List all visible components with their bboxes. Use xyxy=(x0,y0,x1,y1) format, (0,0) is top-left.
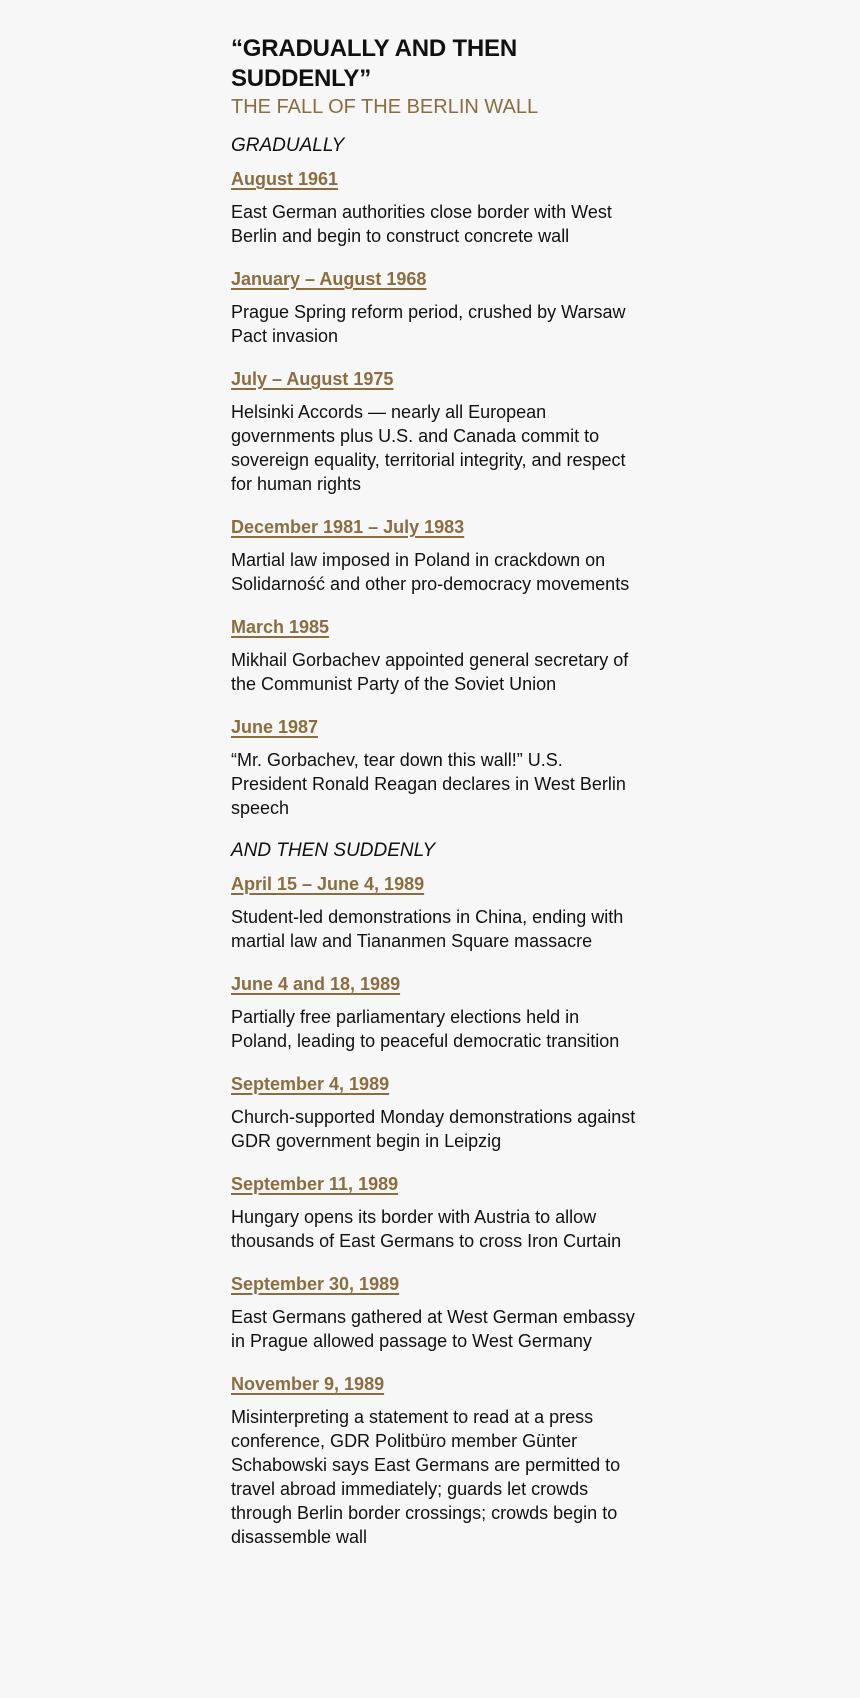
event-date-link[interactable]: July – August 1975 xyxy=(231,369,394,389)
event-description: Partially free parliamentary elections held in Poland, leading to peaceful democratic transition xyxy=(231,1007,620,1051)
event-date-link[interactable]: November 9, 1989 xyxy=(231,1374,385,1394)
timeline-event xyxy=(231,872,641,953)
page-subtitle: THE FALL OF THE BERLIN WALL xyxy=(231,96,539,118)
timeline-event xyxy=(231,367,641,496)
event-description: Martial law imposed in Poland in crackdown on Solidarność and other pro-democracy movements xyxy=(231,550,630,594)
event-date-link[interactable]: March 1985 xyxy=(231,617,330,637)
event-description: Misinterpreting a statement to read at a press conference, GDR Politbüro member Günter Schabowski says East Germans are permitted to travel abroad immediately; guards let crowds through Berlin border crossings; crowds begin to disassemble wall xyxy=(231,1407,621,1547)
section-heading: AND THEN SUDDENLY xyxy=(231,840,436,861)
event-description: Hungary opens its border with Austria to allow thousands of East Germans to cross Iron Curtain xyxy=(231,1207,622,1251)
event-description: East German authorities close border with West Berlin and begin to construct concrete wall xyxy=(231,202,612,246)
event-date-link[interactable]: April 15 – June 4, 1989 xyxy=(231,874,425,894)
event-description: Mikhail Gorbachev appointed general secretary of the Communist Party of the Soviet Union xyxy=(231,650,629,694)
event-date-link[interactable]: September 30, 1989 xyxy=(231,1274,400,1294)
timeline-article xyxy=(231,34,641,1568)
event-description: Student-led demonstrations in China, ending with martial law and Tiananmen Square massacre xyxy=(231,907,624,951)
timeline-event xyxy=(231,1072,641,1153)
section-heading: GRADUALLY xyxy=(231,135,345,156)
event-date-link[interactable]: September 11, 1989 xyxy=(231,1174,399,1194)
event-description: Prague Spring reform period, crushed by Warsaw Pact invasion xyxy=(231,302,626,346)
timeline-event xyxy=(231,515,641,596)
section-gradually xyxy=(231,134,641,820)
page-title: “GRADUALLY AND THEN SUDDENLY” xyxy=(231,35,517,92)
timeline-event xyxy=(231,972,641,1053)
event-date-link[interactable]: August 1961 xyxy=(231,169,339,189)
timeline-event xyxy=(231,615,641,696)
timeline-event xyxy=(231,1272,641,1353)
timeline-event xyxy=(231,1172,641,1253)
event-date-link[interactable]: January – August 1968 xyxy=(231,269,427,289)
event-date-link[interactable]: June 1987 xyxy=(231,717,319,737)
event-description: East Germans gathered at West German embassy in Prague allowed passage to West Germany xyxy=(231,1307,635,1351)
event-description: Church-supported Monday demonstrations against GDR government begin in Leipzig xyxy=(231,1107,636,1151)
event-date-link[interactable]: December 1981 – July 1983 xyxy=(231,517,465,537)
section-suddenly xyxy=(231,839,641,1549)
event-description: “Mr. Gorbachev, tear down this wall!” U.S. President Ronald Reagan declares in West Berlin speech xyxy=(231,750,626,818)
event-description: Helsinki Accords — nearly all European governments plus U.S. and Canada commit to sovereign equality, territorial integrity, and respect for human rights xyxy=(231,402,626,494)
timeline-event xyxy=(231,267,641,348)
timeline-event xyxy=(231,1372,641,1549)
timeline-event xyxy=(231,167,641,248)
timeline-event xyxy=(231,715,641,820)
event-date-link[interactable]: September 4, 1989 xyxy=(231,1074,390,1094)
event-date-link[interactable]: June 4 and 18, 1989 xyxy=(231,974,401,994)
